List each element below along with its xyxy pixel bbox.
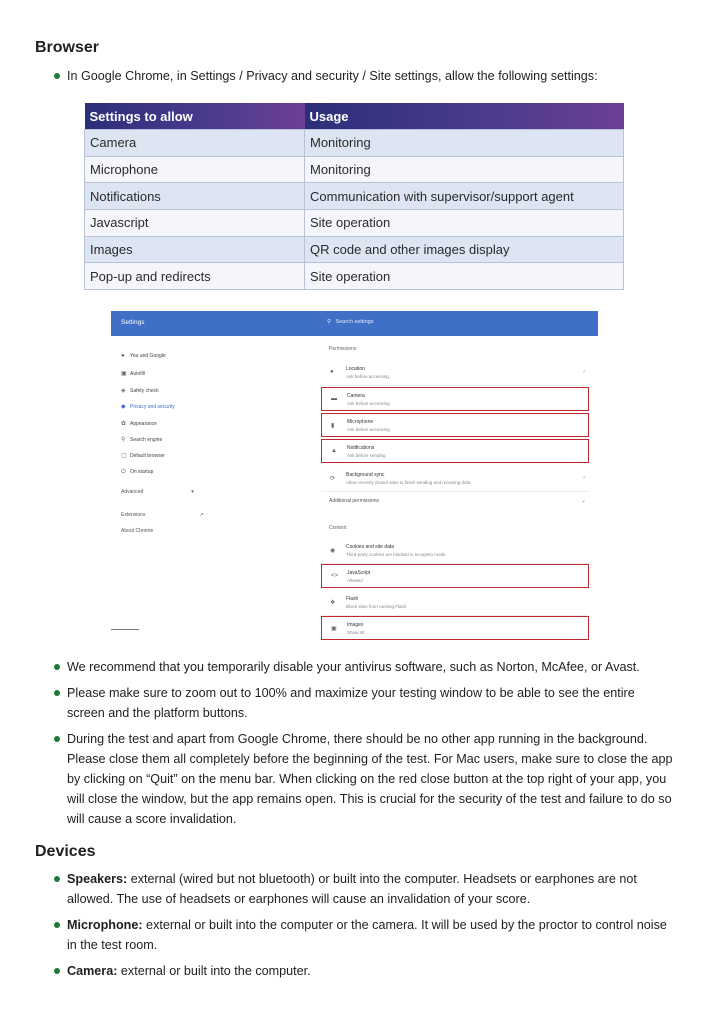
device-label: Speakers: [67,872,128,886]
zoom-bullet [54,683,676,723]
setting-cell: Camera [85,130,305,157]
settings-table [84,103,624,290]
search-icon: ⚲ [327,319,332,325]
settings-sidebar [111,336,316,630]
additional-permissions: Additional permissions [329,498,380,504]
setting-cell: Microphone [85,156,305,183]
browser-intro-text: In Google Chrome, in Settings / Privacy and security / Site settings, allow the following settings: [67,69,598,83]
settings-title: Settings [121,319,145,326]
row-title: Flash [346,596,359,602]
row-subtitle: Ask before accessing [347,401,390,406]
microphone-icon: ▮ [331,423,335,429]
sidebar-item-safety-check [121,387,159,394]
bullet-dot-icon [54,690,60,696]
bell-icon: ▲ [331,448,337,454]
row-subtitle: Show all [347,630,365,635]
sidebar-item-label: Autofill [130,371,146,377]
table-header: Usage [305,103,624,130]
setting-cell: Pop-up and redirects [85,263,305,290]
content-label: Content [329,525,347,531]
permission-row-notifications [321,439,589,463]
chevron-down-icon: ⌄ [580,498,586,504]
bullet-text: During the test and apart from Google Chrome, there should be no other app running in the background. Please close them all completely before the beginning of the test. For Mac users, make sure to close the app by clicking on “Quit” on the menu bar. When clicking on the red close button at the top right of your app, you will close the window, but the app remains open. This is crucial for the security of the test and failure to do so will cause a score invalidation. [67,732,673,826]
chevron-right-icon: › [583,475,585,481]
settings-topbar [111,311,598,336]
row-subtitle: Ask before sending [347,453,386,458]
bullet-text: We recommend that you temporarily disable your antivirus software, such as Norton, McAfee, or Avast. [67,660,640,674]
sidebar-advanced-label: Advanced [121,489,144,495]
settings-main [321,336,598,635]
setting-cell: Images [85,236,305,263]
content-row-images [321,616,589,640]
microphone-bullet [54,915,676,955]
row-title: Notifications [347,445,375,451]
bullet-dot-icon [54,73,60,79]
device-text: external or built into the computer. [117,964,311,978]
bullet-dot-icon [54,922,60,928]
sidebar-item-search-engine [121,436,162,443]
bullet-text: Please make sure to zoom out to 100% and maximize your testing window to be able to see the entire screen and the platform buttons. [67,686,635,720]
sidebar-item-label: Safety check [130,388,159,394]
puzzle-icon: ❖ [330,600,336,606]
camera-icon: ▬ [331,396,337,402]
row-title: JavaScript [347,570,371,576]
row-title: Location [346,366,365,372]
device-text: external (wired but not bluetooth) or built into the computer. Headsets or earphones are not allowed. The use of headsets or earphones will cause an invalidation of your score. [67,872,637,906]
table-row [85,236,624,263]
camera-bullet [54,961,676,981]
caret-down-icon: ▾ [191,489,194,495]
setting-cell: Javascript [85,210,305,237]
usage-cell: Communication with supervisor/support agent [305,183,624,210]
location-icon: ● [330,369,334,375]
row-subtitle: Ask before accessing [346,374,389,379]
image-icon: ▣ [331,626,337,632]
content-row-cookies [321,539,589,564]
browser-heading: Browser [35,39,100,56]
chevron-right-icon: › [583,369,585,375]
sidebar-item-label: Appearance [130,421,157,427]
person-icon: ● [121,353,125,359]
row-title: Microphone [347,419,374,425]
bullet-dot-icon [54,876,60,882]
device-label: Microphone: [67,918,143,932]
speakers-bullet [54,869,676,909]
external-link-icon: ↗ [199,512,204,518]
row-title: Background sync [346,472,385,478]
bullet-dot-icon [54,736,60,742]
sync-icon: ⟳ [330,476,336,482]
shield-check-icon: ◈ [121,388,126,394]
table-header-row [85,103,624,130]
sidebar-about: About Chrome [121,528,154,534]
row-title: Cookies and site data [346,544,395,550]
setting-cell: Notifications [85,183,305,210]
sidebar-item-label: Privacy and security [130,404,175,410]
sidebar-item-label: You and Google [130,353,166,359]
row-subtitle: Third-party cookies are blocked in Incognito mode [346,552,446,557]
sidebar-item-label: Search engine [130,437,163,443]
usage-cell: Monitoring [305,130,624,157]
table-row [85,183,624,210]
permission-row-camera [321,387,589,411]
usage-cell: Monitoring [305,156,624,183]
row-subtitle: Ask before accessing [347,427,390,432]
table-row [85,156,624,183]
background-apps-bullet [54,729,676,829]
chrome-settings-screenshot [111,311,598,635]
table-row [85,263,624,290]
table-row [85,130,624,157]
content-row-javascript [321,564,589,588]
palette-icon: ✿ [121,421,127,427]
usage-cell: Site operation [305,263,624,290]
sidebar-item-label: On startup [130,469,154,475]
devices-heading: Devices [35,843,96,860]
sidebar-advanced [121,489,194,495]
sidebar-item-default-browser [121,452,165,459]
device-label: Camera: [67,964,118,978]
sidebar-extensions [121,512,204,518]
row-title: Images [347,622,364,628]
bullet-dot-icon [54,968,60,974]
table-header: Settings to allow [85,103,305,130]
divider [111,629,139,630]
row-title: Camera [347,393,365,399]
permission-row-location [321,361,589,386]
usage-cell: QR code and other images display [305,236,624,263]
row-subtitle: Allowed [347,578,363,583]
cookie-icon: ◉ [330,548,336,554]
row-subtitle: Block sites from running Flash [346,604,407,609]
browser-icon: ▢ [121,453,127,459]
sidebar-item-privacy-and-security [121,403,175,410]
search-placeholder: Search settings [335,319,374,325]
table-row [85,210,624,237]
usage-cell: Site operation [305,210,624,237]
clipboard-icon: ▣ [121,371,127,377]
power-icon: ⏻ [121,469,126,475]
browser-intro-bullet [54,66,676,86]
shield-icon: ◆ [121,404,126,410]
permissions-label: Permissions [329,346,357,352]
permission-row-background-sync [321,467,589,492]
sidebar-item-on-startup [121,469,153,476]
settings-search [327,319,373,325]
sidebar-item-appearance [121,420,157,427]
device-text: external or built into the computer or the camera. It will be used by the proctor to control noise in the test room. [67,918,667,952]
bullet-dot-icon [54,664,60,670]
sidebar-item-you-and-google [121,353,166,359]
row-subtitle: Allow recently closed sites to finish sending and receiving data [346,480,471,485]
antivirus-bullet [54,657,676,677]
content-row-flash [321,591,589,616]
search-icon: ⚲ [121,437,126,443]
code-icon: <> [331,573,339,579]
sidebar-extensions-label: Extensions [121,512,146,518]
permission-row-microphone [321,413,589,437]
sidebar-item-label: Default browser [130,453,166,459]
sidebar-item-autofill [121,370,145,377]
